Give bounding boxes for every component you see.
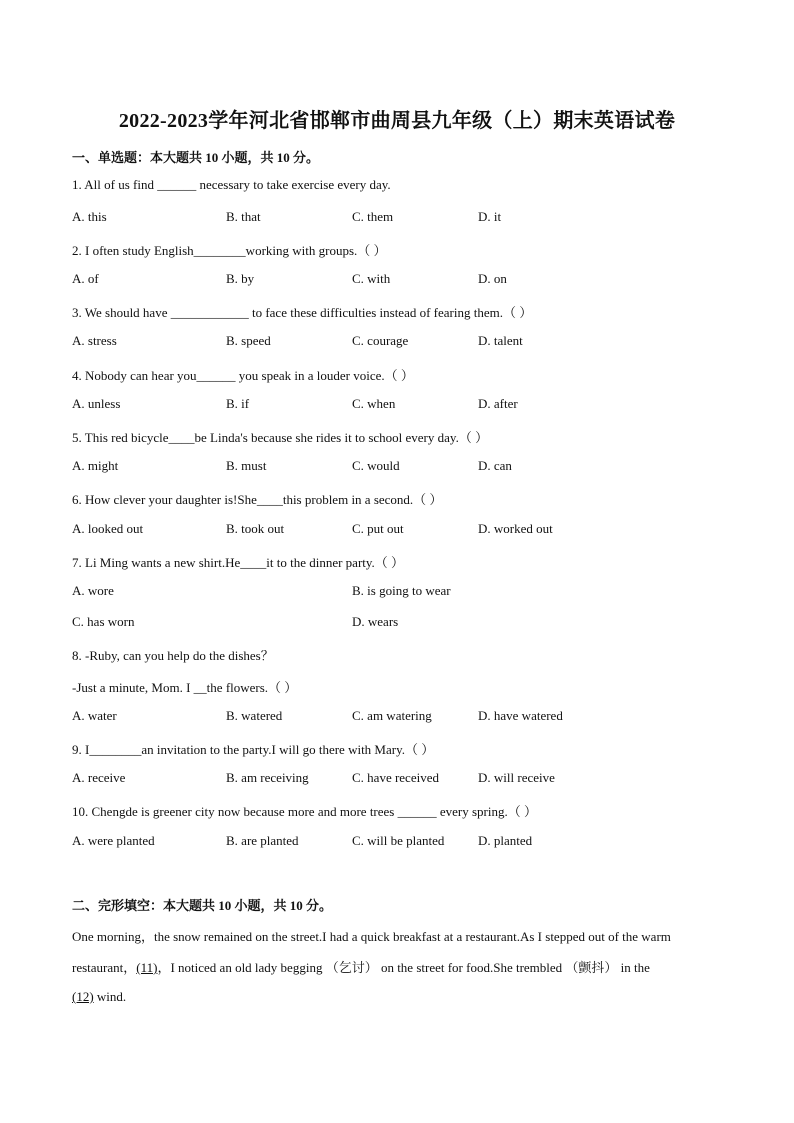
question-stem: 5. This red bicycle____be Linda's because she rides it to school every day.（ ） [72, 430, 489, 445]
option-a[interactable]: A. were planted [72, 833, 155, 848]
option-d[interactable]: D. will receive [478, 770, 555, 785]
option-c[interactable]: C. courage [352, 333, 409, 348]
option-c[interactable]: C. am watering [352, 708, 432, 723]
option-b[interactable]: B. that [226, 209, 261, 224]
question-stem: 9. I________an invitation to the party.I will go there with Mary.（ ） [72, 742, 435, 757]
option-c[interactable]: C. when [352, 396, 396, 411]
option-a[interactable]: A. looked out [72, 521, 144, 536]
option-b[interactable]: B. by [226, 271, 255, 286]
page-title: 2022-2023学年河北省邯郸市曲周县九年级（上）期末英语试卷 [118, 110, 676, 132]
option-d[interactable]: D. can [478, 458, 512, 473]
option-d[interactable]: D. after [478, 396, 518, 411]
options-row [72, 271, 722, 289]
option-b[interactable]: B. must [226, 458, 267, 473]
options-row [72, 833, 722, 851]
passage-text: wind. [93, 989, 127, 1004]
blank-12[interactable]: (12) [72, 989, 94, 1004]
question-stem: 2. I often study English________working with groups.（ ） [72, 243, 387, 258]
option-b[interactable]: B. if [226, 396, 250, 411]
question-stem: 6. How clever your daughter is!She____this problem in a second.（ ） [72, 492, 443, 507]
option-a[interactable]: A. unless [72, 396, 121, 411]
option-a[interactable]: A. water [72, 708, 117, 723]
option-d[interactable]: D. worked out [478, 521, 553, 536]
question-stem: 10. Chengde is greener city now because more and more trees ______ every spring.（ ） [72, 804, 537, 819]
option-b[interactable]: B. am receiving [226, 770, 309, 785]
question-stem: 1. All of us find ______ necessary to take exercise every day. [72, 177, 391, 192]
option-c[interactable]: C. them [352, 209, 394, 224]
options-row [72, 396, 722, 414]
options-row [72, 708, 722, 726]
passage-line-1: One morning，the snow remained on the street.I had a quick breakfast at a restaurant.As I stepped out of the warm [72, 929, 671, 944]
options-row [72, 458, 722, 476]
option-b[interactable]: B. speed [226, 333, 271, 348]
question-stem: 4. Nobody can hear you______ you speak in a louder voice.（ ） [72, 368, 414, 383]
option-d[interactable]: D. it [478, 209, 502, 224]
passage-text: restaurant， [72, 960, 137, 975]
option-b[interactable]: B. is going to wear [352, 583, 451, 598]
option-b[interactable]: B. took out [226, 521, 285, 536]
options-row [72, 770, 722, 788]
section-heading-cloze: 二、完形填空：本大题共 10 小题，共 10 分。 [72, 898, 333, 913]
options-row [72, 614, 722, 632]
question-stem: 8. -Ruby, can you help do the dishes？ [72, 648, 274, 663]
option-b[interactable]: B. are planted [226, 833, 299, 848]
section-heading-single-choice: 一、单选题：本大题共 10 小题，共 10 分。 [72, 150, 320, 165]
question-stem: 7. Li Ming wants a new shirt.He____it to the dinner party.（ ） [72, 555, 405, 570]
option-c[interactable]: C. will be planted [352, 833, 445, 848]
passage-line-2 [72, 957, 650, 976]
option-a[interactable]: A. receive [72, 770, 126, 785]
options-row [72, 583, 722, 601]
option-d[interactable]: D. wears [352, 614, 399, 629]
option-a[interactable]: A. stress [72, 333, 117, 348]
options-row [72, 209, 722, 227]
options-row [72, 521, 722, 539]
option-d[interactable]: D. talent [478, 333, 523, 348]
passage-line-3 [72, 989, 126, 1005]
question-stem: 3. We should have ____________ to face these difficulties instead of fearing them.（ ） [72, 305, 533, 320]
option-c[interactable]: C. has worn [72, 614, 135, 629]
option-c[interactable]: C. put out [352, 521, 404, 536]
option-d[interactable]: D. on [478, 271, 507, 286]
option-c[interactable]: C. with [352, 271, 391, 286]
option-c[interactable]: C. have received [352, 770, 439, 785]
passage-text: ，I noticed an old lady begging （乞讨） on the street for food.She trembled （颤抖） in the [157, 960, 650, 975]
options-row [72, 333, 722, 351]
option-a[interactable]: A. wore [72, 583, 114, 598]
option-a[interactable]: A. might [72, 458, 119, 473]
question-stem-line2: -Just a minute, Mom. I __the flowers.（ ） [72, 680, 298, 695]
option-a[interactable]: A. of [72, 271, 99, 286]
option-a[interactable]: A. this [72, 209, 107, 224]
option-d[interactable]: D. have watered [478, 708, 563, 723]
blank-11[interactable]: (11) [136, 960, 158, 975]
option-b[interactable]: B. watered [226, 708, 283, 723]
option-d[interactable]: D. planted [478, 833, 533, 848]
option-c[interactable]: C. would [352, 458, 400, 473]
